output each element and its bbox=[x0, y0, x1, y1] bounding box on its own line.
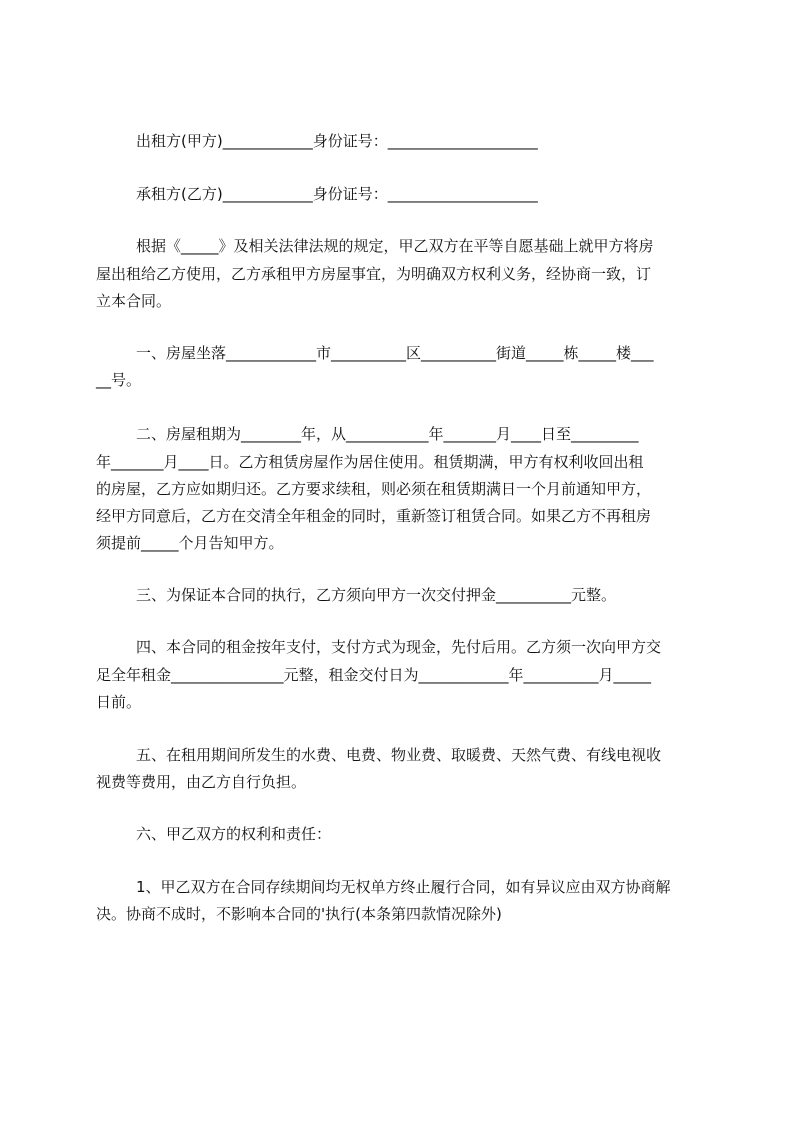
clause-4-line-2: 足全年租金_______________元整，租金交付日为____________年__________月_____ bbox=[96, 666, 652, 684]
clause-3-line-1: 三、为保证本合同的执行，乙方须向甲方一次交付押金__________元整。 bbox=[136, 586, 617, 604]
clause-1-line-2: __号。 bbox=[96, 371, 142, 389]
intro-line-3: 立本合同。 bbox=[96, 292, 172, 310]
clause-5-line-2: 视费等费用，由乙方自行负担。 bbox=[96, 773, 307, 791]
clause-2-line-3: 的房屋，乙方应如期归还。乙方要求续租，则必须在租赁期满日一个月前通知甲方， bbox=[96, 480, 652, 498]
lessor-line: 出租方(甲方)____________身份证号：____________________ bbox=[136, 132, 538, 150]
clause-6-item-1-line-2: 决。协商不成时，不影响本合同的'执行(本条第四款情况除外) bbox=[96, 905, 502, 923]
clause-6-title: 六、甲乙双方的权利和责任： bbox=[136, 825, 332, 843]
intro-line-1: 根据《_____》及相关法律法规的规定，甲乙双方在平等自愿基础上就甲方将房 bbox=[136, 237, 654, 255]
clause-2-line-5: 须提前_____个月告知甲方。 bbox=[96, 534, 284, 552]
clause-5-line-1: 五、在租用期间所发生的水费、电费、物业费、取暖费、天然气费、有线电视收 bbox=[136, 746, 662, 764]
clause-6-item-1-line-1: 1、甲乙双方在合同存续期间均无权单方终止履行合同，如有异议应由双方协商解 bbox=[136, 878, 671, 896]
clause-2-line-4: 经甲方同意后，乙方在交清全年租金的同时，重新签订租赁合同。如果乙方不再租房 bbox=[96, 507, 652, 525]
clause-2-line-2: 年_______月____日。乙方租赁房屋作为居住使用。租赁期满，甲方有权利收回出租 bbox=[96, 453, 644, 471]
clause-2-line-1: 二、房屋租期为________年，从___________年_______月____日至_________ bbox=[136, 425, 639, 443]
clause-1-line-1: 一、房屋坐落____________市__________区__________街道_____栋_____楼___ bbox=[136, 344, 654, 362]
clause-4-line-3: 日前。 bbox=[96, 693, 142, 711]
clause-4-line-1: 四、本合同的租金按年支付，支付方式为现金，先付后用。乙方须一次向甲方交 bbox=[136, 638, 662, 656]
lessee-line: 承租方(乙方)____________身份证号：____________________ bbox=[136, 185, 538, 203]
intro-line-2: 屋出租给乙方使用，乙方承租甲方房屋事宜，为明确双方权利义务，经协商一致，订 bbox=[96, 265, 652, 283]
